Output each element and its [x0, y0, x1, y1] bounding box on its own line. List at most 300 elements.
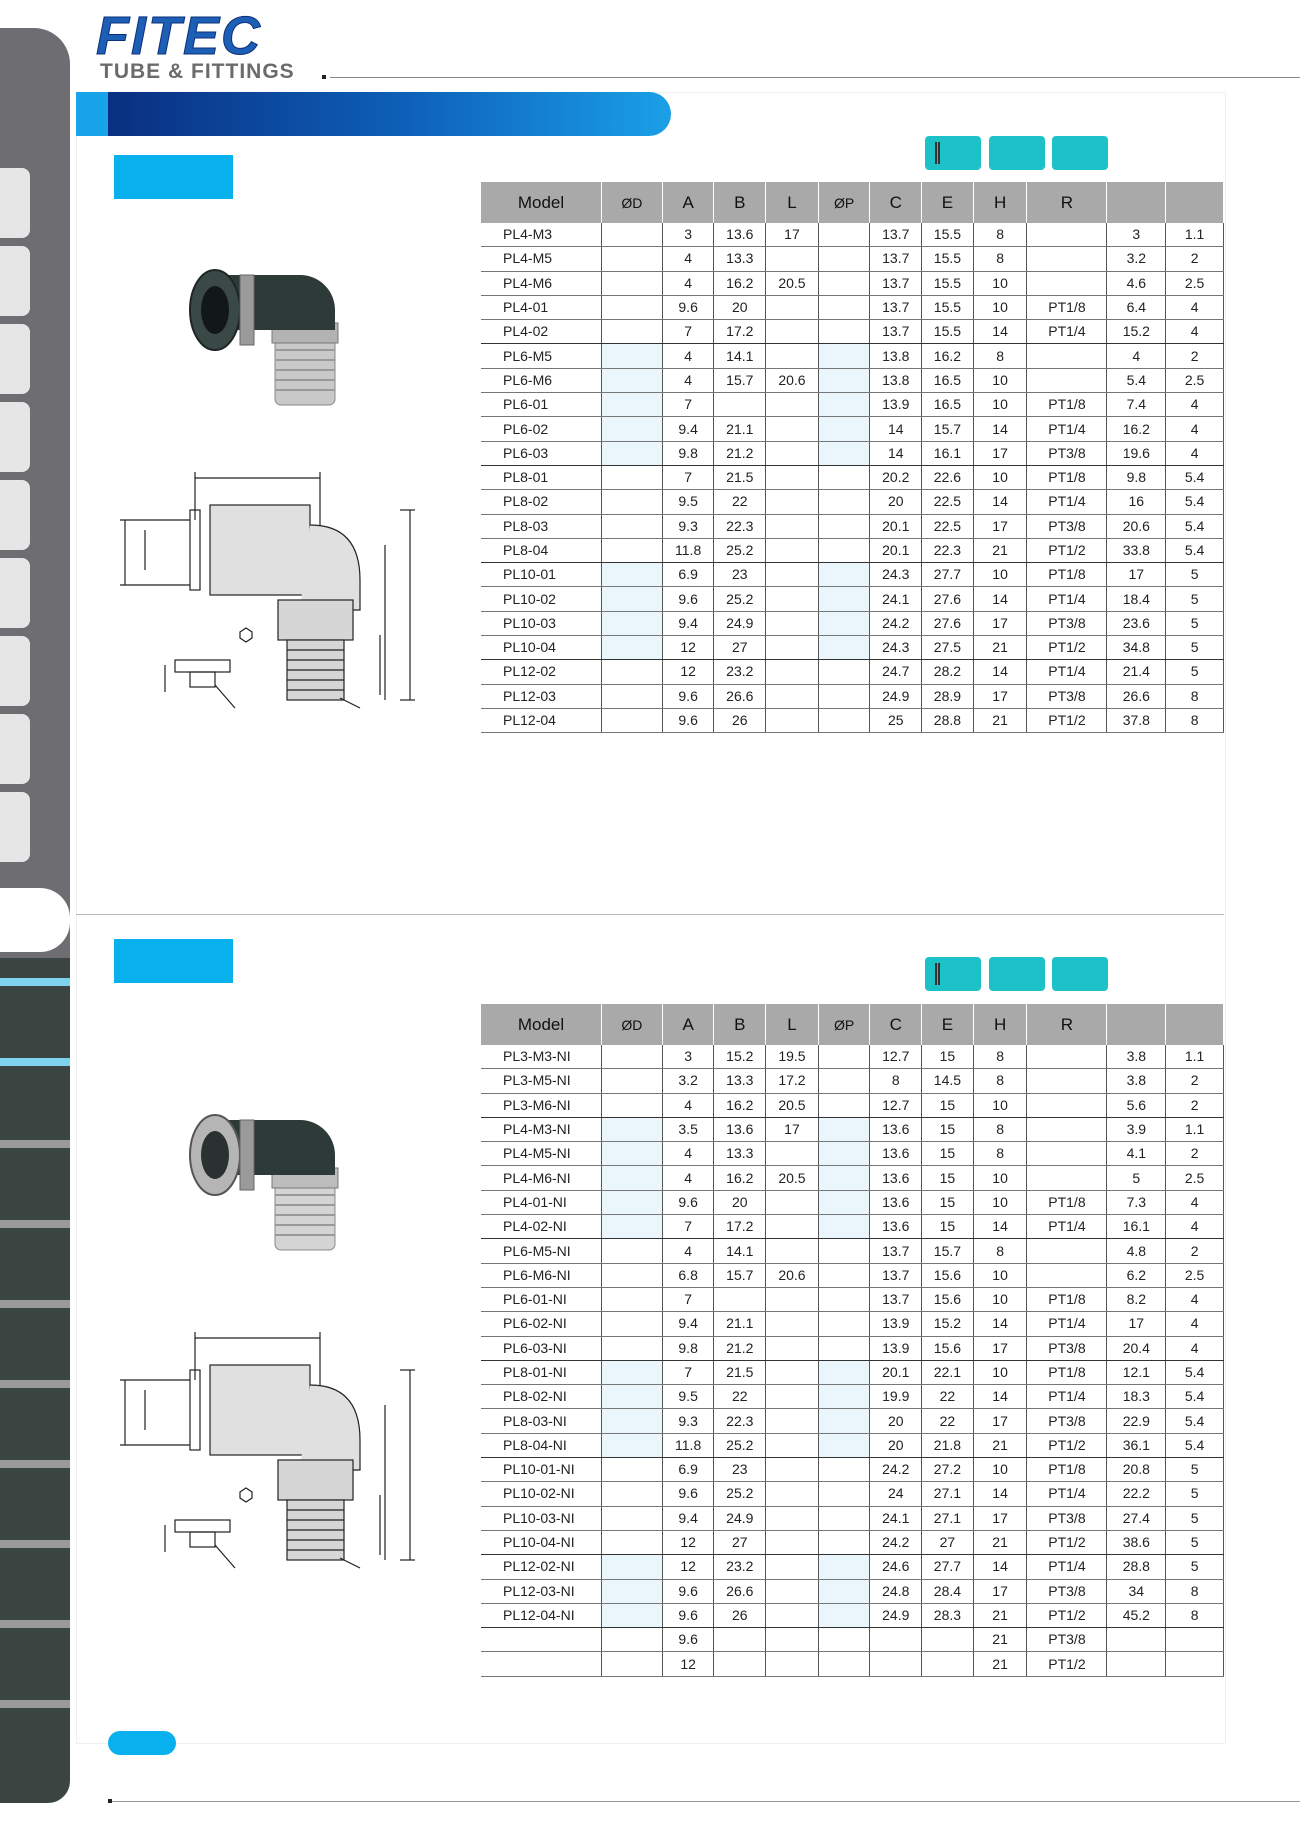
value-cell [602, 465, 663, 489]
model-cell [481, 1628, 602, 1652]
value-cell [818, 393, 870, 417]
table-row [481, 344, 1224, 368]
rail-tab[interactable] [0, 246, 30, 316]
value-cell: 24.9 [714, 1506, 766, 1530]
value-cell: 27 [714, 636, 766, 660]
value-cell: 5 [1166, 1555, 1224, 1579]
value-cell: 12 [662, 1652, 714, 1676]
filter-button[interactable] [989, 136, 1045, 170]
value-cell: 2 [1166, 344, 1224, 368]
value-cell: 13.3 [714, 1142, 766, 1166]
value-cell: 5 [1166, 611, 1224, 635]
table-row [481, 393, 1224, 417]
model-cell: PL10-03-NI [481, 1506, 602, 1530]
value-cell: 4 [1166, 295, 1224, 319]
filter-button[interactable] [1052, 957, 1108, 991]
value-cell: 15.2 [922, 1312, 974, 1336]
value-cell: PT3/8 [1027, 514, 1107, 538]
value-cell [818, 1215, 870, 1239]
value-cell [766, 1579, 819, 1603]
value-cell [818, 1263, 870, 1287]
column-header: H [973, 182, 1027, 223]
value-cell [818, 247, 870, 271]
model-cell: PL8-01-NI [481, 1360, 602, 1384]
value-cell [818, 1530, 870, 1554]
value-cell: 7 [662, 1287, 714, 1311]
value-cell [766, 490, 819, 514]
value-cell: 22.3 [922, 538, 974, 562]
value-cell: 15 [922, 1190, 974, 1214]
value-cell [1027, 1117, 1107, 1141]
rail-divider [0, 1140, 70, 1148]
value-cell: 2.5 [1166, 271, 1224, 295]
value-cell [602, 587, 663, 611]
value-cell: 8 [1166, 1579, 1224, 1603]
value-cell: 5.4 [1166, 1433, 1224, 1457]
model-cell: PL8-01 [481, 465, 602, 489]
column-header [1107, 182, 1166, 223]
filter-button[interactable] [925, 136, 981, 170]
value-cell: 5 [1166, 1482, 1224, 1506]
rail-tab[interactable] [0, 558, 30, 628]
value-cell: 17 [766, 1117, 819, 1141]
value-cell: 20 [870, 1433, 922, 1457]
value-cell [1027, 344, 1107, 368]
value-cell: 4 [662, 1093, 714, 1117]
value-cell: 13.7 [870, 1263, 922, 1287]
value-cell: 21.5 [714, 465, 766, 489]
value-cell [1027, 223, 1107, 247]
table-row [481, 223, 1224, 247]
value-cell: 8 [973, 247, 1027, 271]
value-cell [766, 1433, 819, 1457]
value-cell: PT3/8 [1027, 1579, 1107, 1603]
value-cell: 16.2 [714, 1093, 766, 1117]
value-cell [766, 1239, 819, 1263]
model-cell: PL4-M3 [481, 223, 602, 247]
value-cell: 22 [714, 1385, 766, 1409]
value-cell: PT3/8 [1027, 1336, 1107, 1360]
column-header [1107, 1004, 1166, 1045]
value-cell: 2 [1166, 1093, 1224, 1117]
value-cell [766, 1628, 819, 1652]
model-cell: PL6-M5-NI [481, 1239, 602, 1263]
value-cell: 8 [1166, 684, 1224, 708]
value-cell: 15.5 [922, 247, 974, 271]
value-cell [766, 1142, 819, 1166]
column-header: L [766, 182, 819, 223]
value-cell: 27.1 [922, 1482, 974, 1506]
value-cell: 10 [973, 563, 1027, 587]
rail-tab[interactable] [0, 168, 30, 238]
header-row [481, 182, 1224, 223]
value-cell: 23 [714, 1458, 766, 1482]
value-cell: 20.5 [766, 271, 819, 295]
rail-tab[interactable] [0, 480, 30, 550]
value-cell [818, 320, 870, 344]
value-cell [602, 490, 663, 514]
value-cell [1027, 368, 1107, 392]
value-cell: 8 [973, 1045, 1027, 1069]
page-number-pill [108, 1731, 176, 1755]
value-cell [766, 344, 819, 368]
table-row [481, 611, 1224, 635]
value-cell [818, 1287, 870, 1311]
value-cell: 13.7 [870, 1287, 922, 1311]
value-cell: 5.4 [1166, 1385, 1224, 1409]
value-cell [602, 271, 663, 295]
value-cell: 5.4 [1166, 514, 1224, 538]
table-row [481, 1190, 1224, 1214]
value-cell: 5.6 [1107, 1093, 1166, 1117]
value-cell: PT1/4 [1027, 587, 1107, 611]
value-cell: 15 [922, 1117, 974, 1141]
value-cell [818, 1579, 870, 1603]
value-cell: PT3/8 [1027, 1506, 1107, 1530]
model-cell: PL4-01-NI [481, 1190, 602, 1214]
rail-tab[interactable] [0, 714, 30, 784]
section-divider [76, 914, 1224, 915]
value-cell [922, 1652, 974, 1676]
value-cell [1027, 1142, 1107, 1166]
value-cell: 24.8 [870, 1579, 922, 1603]
value-cell: 20 [870, 1409, 922, 1433]
value-cell: 1.1 [1166, 223, 1224, 247]
value-cell [818, 271, 870, 295]
filter-button[interactable] [989, 957, 1045, 991]
value-cell: 14 [973, 660, 1027, 684]
value-cell [818, 441, 870, 465]
value-cell: 16.1 [922, 441, 974, 465]
pause-icon [935, 963, 940, 985]
value-cell: 9.5 [662, 490, 714, 514]
value-cell: 27.2 [922, 1458, 974, 1482]
value-cell: 1.1 [1166, 1117, 1224, 1141]
table-row [481, 1652, 1224, 1676]
model-cell: PL10-02 [481, 587, 602, 611]
value-cell [602, 1409, 663, 1433]
table-row [481, 514, 1224, 538]
value-cell [818, 1312, 870, 1336]
value-cell: 34 [1107, 1579, 1166, 1603]
value-cell: 28.8 [1107, 1555, 1166, 1579]
value-cell: 25.2 [714, 538, 766, 562]
value-cell: 16.1 [1107, 1215, 1166, 1239]
value-cell [602, 1482, 663, 1506]
value-cell [818, 1409, 870, 1433]
value-cell: 13.8 [870, 368, 922, 392]
value-cell: 20.6 [766, 368, 819, 392]
value-cell: 10 [973, 1360, 1027, 1384]
value-cell: 22.9 [1107, 1409, 1166, 1433]
value-cell [1107, 1652, 1166, 1676]
value-cell: 13.7 [870, 223, 922, 247]
value-cell: PT1/2 [1027, 1433, 1107, 1457]
model-cell: PL4-02 [481, 320, 602, 344]
model-cell: PL10-02-NI [481, 1482, 602, 1506]
table-row [481, 1215, 1224, 1239]
table-row [481, 1287, 1224, 1311]
table-header [481, 182, 1224, 223]
value-cell [1027, 1166, 1107, 1190]
value-cell: PT1/4 [1027, 417, 1107, 441]
model-cell: PL8-02 [481, 490, 602, 514]
value-cell: PT1/4 [1027, 320, 1107, 344]
value-cell: 15.6 [922, 1287, 974, 1311]
column-header: Model [481, 1004, 602, 1045]
model-cell: PL3-M6-NI [481, 1093, 602, 1117]
value-cell: 21 [973, 1652, 1027, 1676]
value-cell [818, 636, 870, 660]
value-cell [766, 247, 819, 271]
value-cell: 21.1 [714, 1312, 766, 1336]
value-cell [766, 465, 819, 489]
value-cell: 38.6 [1107, 1530, 1166, 1554]
value-cell: PT1/8 [1027, 1360, 1107, 1384]
value-cell: 9.6 [662, 295, 714, 319]
value-cell: 14 [973, 1215, 1027, 1239]
value-cell: 12 [662, 1555, 714, 1579]
value-cell: 3.8 [1107, 1069, 1166, 1093]
value-cell: 10 [973, 1287, 1027, 1311]
table-body [481, 1045, 1224, 1676]
value-cell: 34.8 [1107, 636, 1166, 660]
value-cell: 7 [662, 1360, 714, 1384]
model-cell: PL6-M6-NI [481, 1263, 602, 1287]
value-cell: 27.6 [922, 611, 974, 635]
value-cell: 20.1 [870, 1360, 922, 1384]
value-cell [766, 514, 819, 538]
value-cell: 4 [1166, 1312, 1224, 1336]
rail-tab[interactable] [0, 402, 30, 472]
value-cell: 14.1 [714, 1239, 766, 1263]
value-cell: 15.7 [922, 417, 974, 441]
rail-divider [0, 1380, 70, 1388]
value-cell: 14.5 [922, 1069, 974, 1093]
value-cell [818, 1069, 870, 1093]
value-cell: 28.9 [922, 684, 974, 708]
value-cell: 17 [973, 1409, 1027, 1433]
value-cell: 3 [662, 223, 714, 247]
value-cell: 24.9 [714, 611, 766, 635]
value-cell: 13.6 [870, 1166, 922, 1190]
value-cell [818, 563, 870, 587]
title-bar-accent [76, 92, 108, 136]
value-cell: 3.2 [662, 1069, 714, 1093]
value-cell: 27.1 [922, 1506, 974, 1530]
value-cell: PT1/4 [1027, 1482, 1107, 1506]
value-cell: 17 [973, 441, 1027, 465]
table-row [481, 684, 1224, 708]
value-cell: 27.7 [922, 1555, 974, 1579]
value-cell [818, 1458, 870, 1482]
model-cell: PL10-04 [481, 636, 602, 660]
column-header: A [662, 182, 714, 223]
table-row [481, 1069, 1224, 1093]
value-cell [766, 1360, 819, 1384]
value-cell: 9.6 [662, 1190, 714, 1214]
elbow-technical-drawing [115, 470, 435, 715]
model-cell: PL10-03 [481, 611, 602, 635]
value-cell: 16.2 [714, 271, 766, 295]
value-cell: PT1/4 [1027, 490, 1107, 514]
value-cell: 4 [1166, 441, 1224, 465]
value-cell [602, 1215, 663, 1239]
value-cell [870, 1652, 922, 1676]
value-cell: 10 [973, 368, 1027, 392]
model-cell: PL4-M5-NI [481, 1142, 602, 1166]
rail-active-tab[interactable] [0, 888, 70, 952]
value-cell [818, 1652, 870, 1676]
rail-tab[interactable] [0, 636, 30, 706]
model-cell: PL10-01 [481, 563, 602, 587]
value-cell [602, 1652, 663, 1676]
value-cell [602, 538, 663, 562]
value-cell: 10 [973, 1458, 1027, 1482]
value-cell [818, 708, 870, 732]
table-row [481, 1093, 1224, 1117]
value-cell: 27.7 [922, 563, 974, 587]
table-row [481, 708, 1224, 732]
filter-button[interactable] [1052, 136, 1108, 170]
value-cell [1027, 1045, 1107, 1069]
model-cell: PL4-M5 [481, 247, 602, 271]
value-cell: 4 [1166, 1190, 1224, 1214]
value-cell: 22 [714, 490, 766, 514]
value-cell: 15 [922, 1215, 974, 1239]
value-cell [602, 611, 663, 635]
model-cell: PL6-01-NI [481, 1287, 602, 1311]
value-cell [766, 1530, 819, 1554]
value-cell: 9.4 [662, 417, 714, 441]
table-row [481, 320, 1224, 344]
value-cell [602, 1336, 663, 1360]
value-cell [818, 465, 870, 489]
filter-button[interactable] [925, 957, 981, 991]
value-cell [766, 1603, 819, 1627]
value-cell: 13.9 [870, 393, 922, 417]
model-cell [481, 1652, 602, 1676]
table-row [481, 1166, 1224, 1190]
value-cell: PT3/8 [1027, 684, 1107, 708]
header-dot [322, 75, 326, 79]
value-cell: 22.3 [714, 1409, 766, 1433]
value-cell: 5 [1107, 1166, 1166, 1190]
value-cell: 5.4 [1166, 1409, 1224, 1433]
table-row [481, 660, 1224, 684]
model-cell: PL8-03 [481, 514, 602, 538]
value-cell [766, 636, 819, 660]
table-row [481, 587, 1224, 611]
rail-tab[interactable] [0, 792, 30, 862]
value-cell: PT1/8 [1027, 393, 1107, 417]
value-cell: 6.9 [662, 563, 714, 587]
value-cell: 15.2 [1107, 320, 1166, 344]
value-cell: PT1/4 [1027, 1215, 1107, 1239]
value-cell [602, 514, 663, 538]
value-cell [766, 1506, 819, 1530]
value-cell [766, 1652, 819, 1676]
table-row [481, 441, 1224, 465]
value-cell [766, 1482, 819, 1506]
spec-table-2 [481, 1004, 1224, 1677]
value-cell: 1.1 [1166, 1045, 1224, 1069]
model-cell: PL12-04 [481, 708, 602, 732]
value-cell: 23 [714, 563, 766, 587]
value-cell: 14 [973, 587, 1027, 611]
column-header: A [662, 1004, 714, 1045]
value-cell: PT1/8 [1027, 1287, 1107, 1311]
value-cell: 25.2 [714, 1433, 766, 1457]
value-cell: 15 [922, 1166, 974, 1190]
model-cell: PL6-03 [481, 441, 602, 465]
value-cell: PT1/2 [1027, 636, 1107, 660]
value-cell: 12 [662, 636, 714, 660]
value-cell [1027, 1069, 1107, 1093]
column-header: ØD [602, 1004, 663, 1045]
model-cell: PL10-01-NI [481, 1458, 602, 1482]
value-cell: 2 [1166, 1142, 1224, 1166]
value-cell: 24.7 [870, 660, 922, 684]
value-cell: 45.2 [1107, 1603, 1166, 1627]
value-cell [766, 1458, 819, 1482]
model-cell: PL8-04 [481, 538, 602, 562]
value-cell: 15.6 [922, 1336, 974, 1360]
value-cell [818, 1117, 870, 1141]
value-cell: 4 [662, 368, 714, 392]
value-cell: 7.3 [1107, 1190, 1166, 1214]
value-cell: 9.6 [662, 1579, 714, 1603]
value-cell: 8 [973, 1239, 1027, 1263]
value-cell: 16.5 [922, 393, 974, 417]
value-cell [602, 1506, 663, 1530]
value-cell: 10 [973, 1166, 1027, 1190]
value-cell [818, 1336, 870, 1360]
column-header: E [922, 1004, 974, 1045]
value-cell [766, 417, 819, 441]
rail-divider [0, 1540, 70, 1548]
value-cell [1027, 1093, 1107, 1117]
value-cell: 15.5 [922, 320, 974, 344]
value-cell: 5 [1166, 660, 1224, 684]
value-cell: 26.6 [1107, 684, 1166, 708]
rail-tab[interactable] [0, 324, 30, 394]
value-cell: 20.8 [1107, 1458, 1166, 1482]
model-cell: PL6-M6 [481, 368, 602, 392]
value-cell: 21 [973, 1530, 1027, 1554]
value-cell: 20.5 [766, 1093, 819, 1117]
value-cell: 28.4 [922, 1579, 974, 1603]
value-cell: PT1/2 [1027, 538, 1107, 562]
value-cell: 13.6 [870, 1117, 922, 1141]
rail-divider [0, 978, 70, 986]
value-cell [818, 611, 870, 635]
value-cell: 21 [973, 708, 1027, 732]
value-cell [602, 1117, 663, 1141]
value-cell: 22 [922, 1385, 974, 1409]
value-cell: 17.2 [714, 320, 766, 344]
value-cell: 24.1 [870, 1506, 922, 1530]
value-cell: 9.4 [662, 1312, 714, 1336]
value-cell [818, 514, 870, 538]
model-cell: PL4-02-NI [481, 1215, 602, 1239]
value-cell: 4 [1166, 1287, 1224, 1311]
value-cell: 5 [1166, 563, 1224, 587]
value-cell: 5 [1166, 1458, 1224, 1482]
value-cell: 22.5 [922, 514, 974, 538]
value-cell: 23.6 [1107, 611, 1166, 635]
value-cell: 37.8 [1107, 708, 1166, 732]
